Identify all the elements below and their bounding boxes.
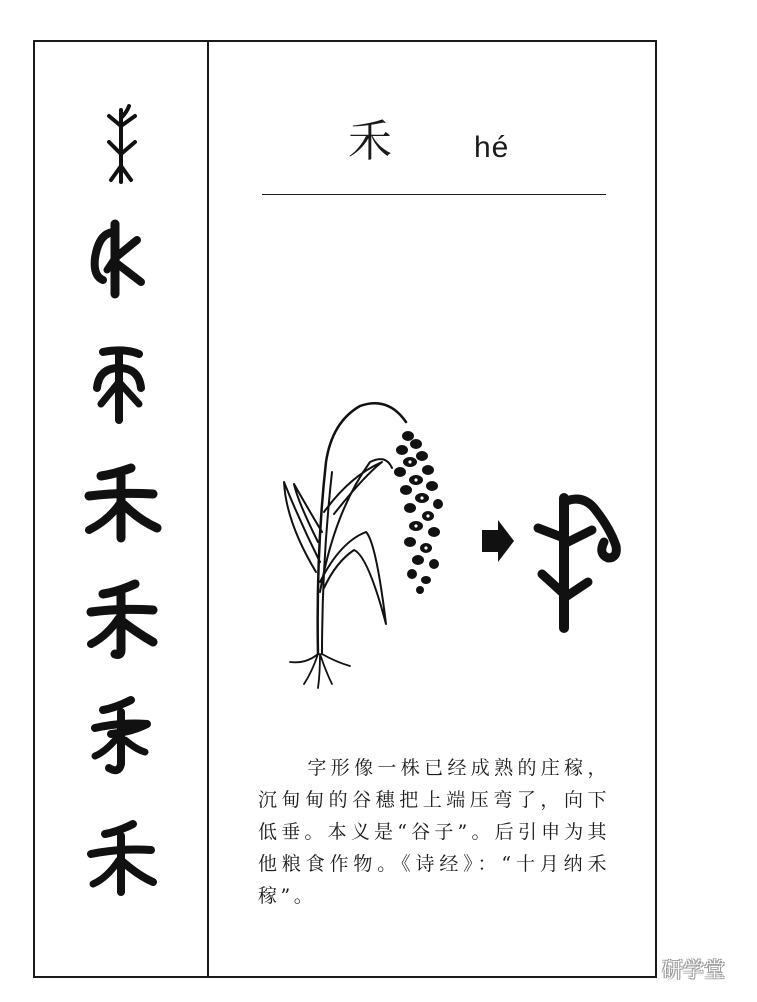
clerical-form [35, 462, 207, 542]
description-paragraph: 字形像一株已经成熟的庄稼，沉甸甸的谷穗把上端压弯了，向下低垂。本义是“谷子”。后引申为其他粮食作物。《诗经》：“十月纳禾稼”。 [258, 757, 610, 907]
headword-character: 禾 [348, 116, 392, 167]
watermark-text: 研学堂 [662, 958, 725, 982]
millet-plant-illustration [270, 392, 470, 692]
headword-pinyin: hé [474, 131, 510, 164]
oracle-bone-he-glyph [528, 488, 628, 634]
bronze-form [35, 218, 207, 298]
regular-form [35, 578, 207, 658]
oracle-bone-form-1 [35, 104, 207, 184]
heading-rule [262, 194, 606, 195]
entry-heading [262, 112, 606, 172]
cursive-form [35, 694, 207, 774]
script-evolution-column [35, 42, 207, 976]
running-form [35, 818, 207, 898]
right-arrow-icon [480, 518, 516, 564]
seal-form [35, 342, 207, 422]
column-divider [207, 40, 209, 978]
